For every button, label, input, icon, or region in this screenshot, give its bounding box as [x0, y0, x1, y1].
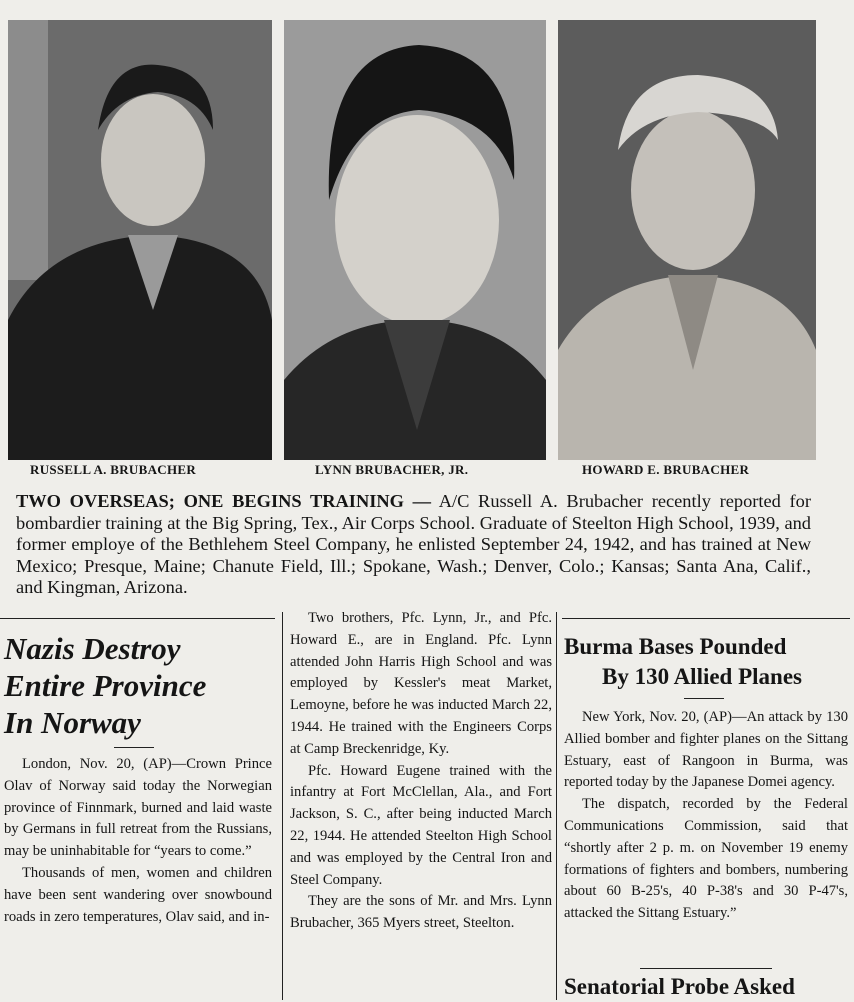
column-rule-top	[0, 618, 275, 619]
story-divider	[640, 968, 772, 969]
headline-line-1: Nazis Destroy	[4, 631, 181, 666]
portrait-silhouette-icon	[284, 20, 546, 460]
paragraph: London, Nov. 20, (AP)—Crown Prince Olav of Norway said today the Norwegian province of Finnmark, burned and laid waste by Germans in full retreat from the Russians, may be uninhabitable for “years to come.”	[4, 756, 272, 860]
paragraph: Two brothers, Pfc. Lynn, Jr., and Pfc. Howard E., are in England. Pfc. Lynn attended John Harris High School and was employed by Kessler's meat Market, Lemoyne, before he was inducted March 22, 1944. He trained with the Engineers Corps at Camp Breckenridge, Ky.	[290, 610, 552, 757]
photo-russell-brubacher	[8, 20, 272, 460]
paragraph: The dispatch, recorded by the Federal Communications Commission, said that “shortly after 2 p. m. on November 19 enemy formations of fighters and bombers, numbering about 60 B-25's, 40 P-38's and 30 P-47's, attacked the Sittang Estuary.”	[564, 796, 848, 922]
headline-line-2: Entire Province	[4, 668, 207, 703]
column-rule-right	[556, 612, 557, 1000]
lead-heading: TWO OVERSEAS; ONE BEGINS TRAINING —	[16, 491, 432, 511]
next-headline: Senatorial Probe Asked	[564, 974, 795, 999]
lead-caption	[16, 491, 811, 599]
caption-lynn: LYNN BRUBACHER, JR.	[315, 462, 469, 477]
paragraph: Thousands of men, women and children have been sent wandering over snowbound roads in zero temperatures, Olav said, and in-	[4, 864, 272, 925]
caption-howard: HOWARD E. BRUBACHER	[582, 462, 750, 477]
paragraph: Pfc. Howard Eugene trained with the infantry at Fort McClellan, Ala., and Fort Jackson, S. C., after being inducted March 22, 1944. He attended Steelton High School and was employed by the Central Iron and Steel Company.	[290, 762, 552, 888]
headline-line-3: In Norway	[4, 705, 141, 740]
paragraph: They are the sons of Mr. and Mrs. Lynn Brubacher, 365 Myers street, Steelton.	[290, 893, 552, 932]
story-burma-bases	[564, 632, 848, 925]
story-two-brothers	[290, 608, 552, 935]
caption-russell: RUSSELL A. BRUBACHER	[30, 462, 197, 477]
lead-body: A/C Russell A. Brubacher recently reported for bombardier training at the Big Spring, Tex., Air Corps School. Graduate of Steelton High School, 1939, and former employe of the Bethlehem Steel Company, he enlisted September 24, 1942, and has trained at New Mexico; Presque, Maine; Chanute Field, Ill.; Spokane, Wash.; Denver, Colo.; Kansas; Santa Ana, Calif., and Kingman, Arizona.	[16, 491, 811, 598]
paragraph: New York, Nov. 20, (AP)—An attack by 130 Allied bomber and fighter planes on the Sittang Estuary, east of Rangoon in Burma, was reported today by the Japanese Domei agency.	[564, 709, 848, 791]
portrait-silhouette-icon	[8, 20, 272, 460]
story-nazis-destroy	[4, 630, 272, 928]
photo-howard-brubacher	[558, 20, 816, 460]
column-rule-left	[282, 612, 283, 1000]
headline-line-1: Burma Bases Pounded	[564, 634, 787, 659]
photo-lynn-brubacher	[284, 20, 546, 460]
column-rule-top-right	[562, 618, 850, 619]
portrait-silhouette-icon	[558, 20, 816, 460]
headline-dash	[114, 747, 154, 748]
headline-dash	[684, 698, 724, 699]
headline-line-2: By 130 Allied Planes	[602, 664, 802, 689]
